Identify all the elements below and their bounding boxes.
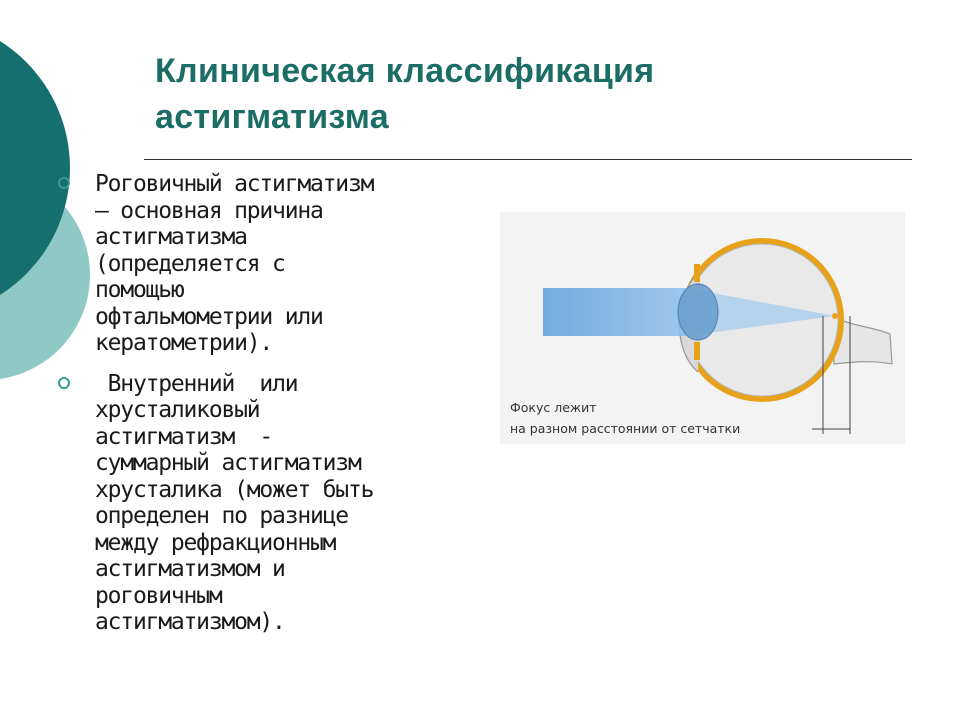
hollow-circle-bullet-icon xyxy=(58,177,70,189)
figure-caption-line2: на разном расстоянии от сетчатки xyxy=(510,421,741,436)
slide-title xyxy=(155,48,895,140)
figure-caption-line1: Фокус лежит xyxy=(510,400,597,415)
focus-point xyxy=(832,313,838,319)
crystalline-lens xyxy=(678,284,718,340)
iris-bottom xyxy=(694,342,700,360)
bullet-text-lenticular: Внутренний или хрусталиковый астигматизм - суммарный астигматизм хрусталика (может быть определен по разнице между рефракционным астигматизмом и роговичным астигматизмом). xyxy=(95,370,374,635)
light-beam-incoming xyxy=(543,288,688,336)
bullet-list xyxy=(58,171,488,650)
slide-title-text: Клиническая классификация астигматизма xyxy=(155,52,655,136)
iris-top xyxy=(694,264,700,282)
bullet-item-corneal xyxy=(58,171,488,357)
hollow-circle-bullet-icon xyxy=(58,377,70,389)
eye-diagram-figure xyxy=(500,212,905,444)
bullet-text-corneal: Роговичный астигматизм – основная причина астигматизма (определяется с помощью офтальмометрии или кератометрии). xyxy=(95,171,374,356)
bullet-item-lenticular xyxy=(58,371,488,636)
eye-diagram xyxy=(500,212,905,444)
title-divider xyxy=(144,159,912,160)
